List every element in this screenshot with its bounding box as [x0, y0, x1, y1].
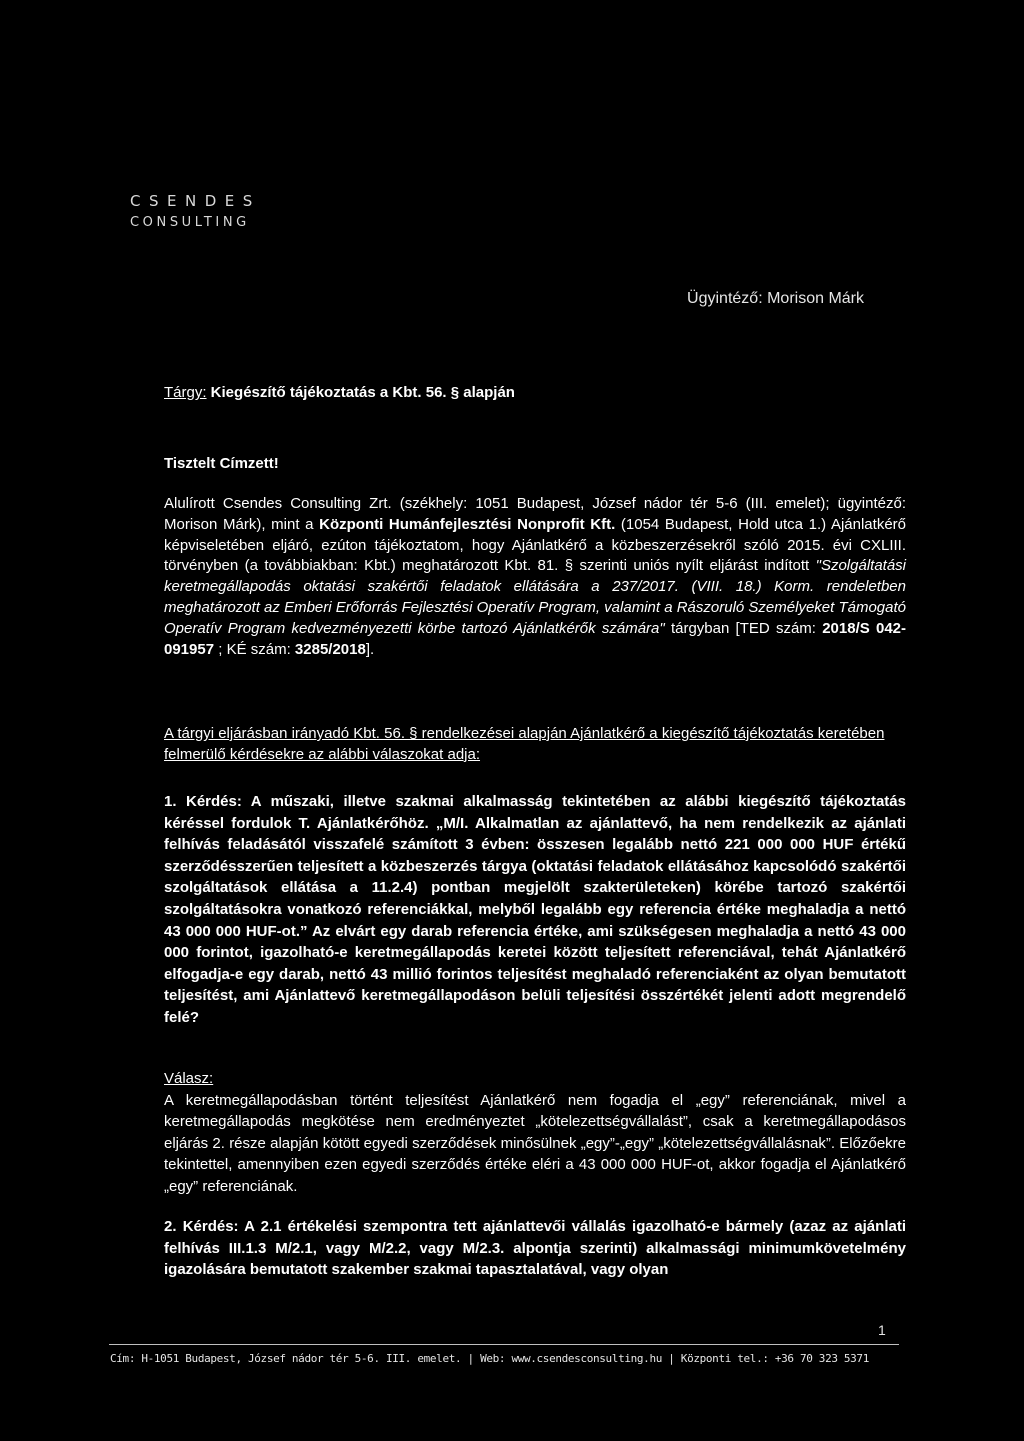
ted-number: 2018/S 042-091957 [164, 619, 906, 658]
intro-text-3: tárgyban [TED szám: [664, 619, 823, 637]
question-1: 1. Kérdés: A műszaki, illetve szakmai alkalmasság tekintetében az alábbi kiegészítő tájékoztatás kéréssel fordulok T. Ajánlatkérőhöz. „M/I. Alkalmatlan az ajánlattevő, ha nem rendelkezik az ajánlati felhívás feladásától visszafelé számított 3 évben: összesen legalább nettó 221 000 000 HUF értékű szerződésszerűen teljesített a közbeszerzés tárgya (oktatási feladatok ellátásához kapcsolódó szakértői szolgáltatások ellátása a 11.2.4) pontban megjelölt szakterületeken) körébe tartozó szakértői szolgáltatásokra vonatkozó referenciákkal, melyből legalább egy referencia értéke meghaladja a nettó 43 000 000 HUF-ot.” Az elvárt egy darab referencia értéke, ami szükségesen meghaladja a nettó 43 000 000 forintot, igazolható-e keretmegállapodás keretei között teljesített referenciával, tehát Ajánlatkérő elfogadja-e egy darab, nettó 43 millió forintos teljesítést meghaladó referenciaként az olyan bemutatott teljesítést, ami Ajánlattevő keretmegállapodáson belüli teljesítési összértékét jelenti adott megrendelő felé? [164, 793, 906, 1026]
answer-1: A keretmegállapodásban történt teljesítést Ajánlatkérő nem fogadja el „egy” referenciának, mivel a keretmegállapodás megkötése nem eredményeztet „kötelezettségvállalást”, csak a keretmegállapodásos eljárás 2. része alapján kötött egyedi szerződések minősülnek „egy”-„egy” „kötelezettségvállalásnak”. Előzőekre tekintettel, amennyiben ezen egyedi szerződés értéke eléri a 43 000 000 HUF-ot, akkor fogadja el Ajánlatkérő „egy” referenciának. [164, 1092, 906, 1195]
subject-line [164, 384, 515, 401]
ke-number: 3285/2018 [294, 640, 366, 658]
subject-label: Tárgy: [164, 384, 207, 401]
page-number: 1 [878, 1322, 886, 1338]
question-2: 2. Kérdés: A 2.1 értékelési szempontra tett ajánlattevői vállalás igazolható-e bármely (azaz az ajánlati felhívás III.1.3 M/2.1, vagy M/2.2, vagy M/2.3. alpontja szerinti) alkalmassági minimumkövetelmény igazolására bemutatott szakember szakmai tapasztalatával, vagy olyan [164, 1218, 906, 1279]
company-logo [130, 191, 261, 233]
contracting-authority-name: Központi Humánfejlesztési Nonprofit Kft. [319, 515, 616, 533]
greeting: Tisztelt Címzett! [164, 455, 279, 472]
intro-text-4: ; KÉ szám: [214, 640, 295, 658]
intro-paragraph [164, 494, 906, 660]
intro-text-1: Alulírott Csendes Consulting Zrt. (székhely: 1051 Budapest, József nádor tér 5-6 (III. emelet); ügyintéző: Morison Márk), mint a [164, 495, 906, 533]
answer-label: Válasz: [164, 1070, 214, 1087]
footer-divider [109, 1344, 899, 1345]
answers-intro: A tárgyi eljárásban irányadó Kbt. 56. § rendelkezései alapján Ajánlatkérő a kiegészítő tájékoztatás keretében felmerülő kérdésekre az alábbi válaszokat adja: [164, 725, 885, 763]
intro-text-5: ]. [365, 640, 375, 658]
case-handler: Ügyintéző: Morison Márk [687, 290, 864, 307]
logo-line-2: CONSULTING [130, 215, 250, 230]
subject-text: Kiegészítő tájékoztatás a Kbt. 56. § alapján [206, 384, 515, 401]
footer-contact: Cím: H-1051 Budapest, József nádor tér 5-6. III. emelet. | Web: www.csendesconsulting.hu | Központi tel.: +36 70 323 5371 [110, 1352, 869, 1365]
procedure-title: "Szolgáltatási keretmegállapodás oktatási szakértői feladatok ellátására a 237/2017. (VIII. 18.) Korm. rendeletben meghatározott az Emberi Erőforrás Fejlesztési Operatív Program, valamint a Rászoruló Személyeket Támogató Operatív Program kedvezményezetti körbe tartozó Ajánlatkérők számára" [164, 557, 906, 637]
logo-line-1: CSENDES [130, 192, 261, 210]
intro-text-2: (1054 Budapest, Hold utca 1.) Ajánlatkérő képviseletében eljáró, ezúton tájékoztatom, hogy Ajánlatkérő a közbeszerzésekről szóló 2015. évi CXLIII. törvényben (a továbbiakban: Kbt.) meghatározott Kbt. 81. § szerinti uniós nyílt eljárást indított [164, 515, 906, 575]
